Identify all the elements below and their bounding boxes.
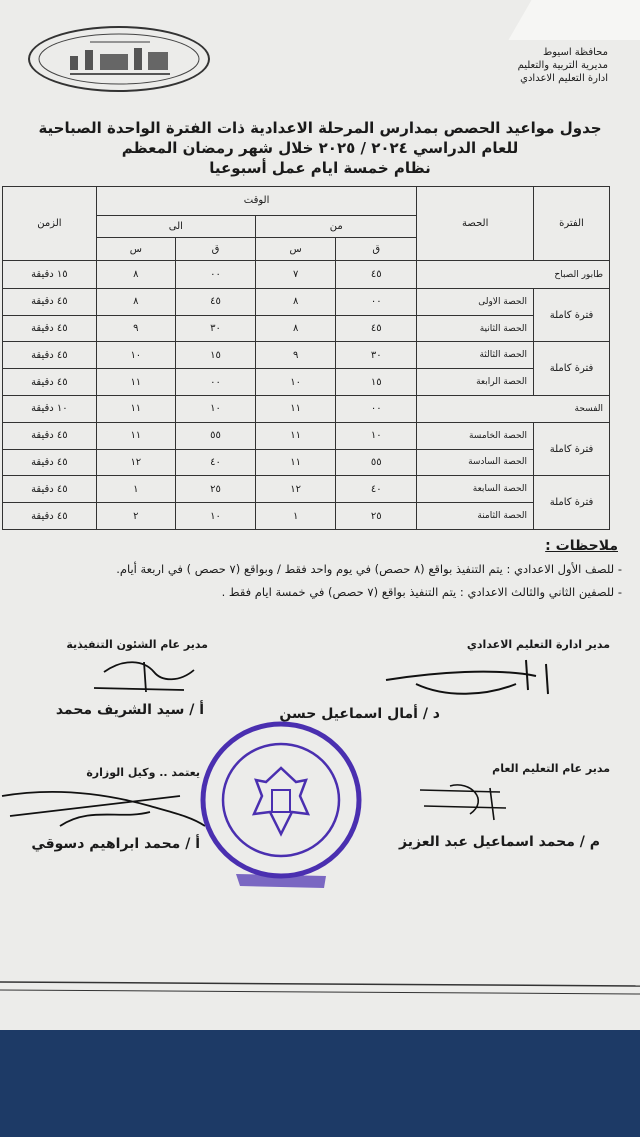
signature-scribble <box>410 780 520 826</box>
from-minute: ٣٠ <box>336 342 417 369</box>
row-label: طابور الصباح <box>417 261 610 289</box>
from-hour: ١٢ <box>256 476 336 503</box>
header-to-minute: ق <box>175 238 255 261</box>
duration: ٤٥ دقيقة <box>3 288 97 315</box>
title-line-1: جدول مواعيد الحصص بمدارس المرحلة الاعدادية ذات الفترة الواحدة الصباحية <box>38 119 602 137</box>
from-minute: ٤٥ <box>336 261 417 289</box>
to-minute: ٠٠ <box>175 369 255 396</box>
from-minute: ٤٠ <box>336 476 417 503</box>
row-label: الحصة السادسة <box>417 449 534 476</box>
to-hour: ١١ <box>96 422 175 449</box>
eagle-seal-icon <box>196 716 366 892</box>
row-label: الحصة الاولى <box>417 288 534 315</box>
to-hour: ٢ <box>96 503 175 530</box>
duration: ٤٥ دقيقة <box>3 369 97 396</box>
from-minute: ٠٠ <box>336 396 417 423</box>
from-hour: ٨ <box>256 315 336 342</box>
header-to: الى <box>96 215 255 238</box>
header-from-hour: س <box>256 238 336 261</box>
duration: ١٠ دقيقة <box>3 396 97 423</box>
to-minute: ٥٥ <box>175 422 255 449</box>
signature-name: أ / سيد الشريف محمد <box>55 702 204 718</box>
period-cell: فترة كاملة <box>534 342 610 396</box>
signature-name: م / محمد اسماعيل عبد العزيز <box>399 834 600 850</box>
from-minute: ٠٠ <box>336 288 417 315</box>
document-title <box>10 118 630 178</box>
header-period: الفترة <box>534 187 610 261</box>
duration: ٤٥ دقيقة <box>3 503 97 530</box>
table-row <box>3 422 610 449</box>
table-row <box>3 476 610 503</box>
to-minute: ٣٠ <box>175 315 255 342</box>
header-time: الوقت <box>96 187 417 216</box>
background-fabric <box>0 1030 640 1137</box>
signature-scribble <box>376 654 566 704</box>
table-row <box>3 261 610 289</box>
to-hour: ١٢ <box>96 449 175 476</box>
from-minute: ٥٥ <box>336 449 417 476</box>
to-hour: ٨ <box>96 261 175 289</box>
table-row <box>3 342 610 369</box>
note-item: - للصفين الثاني والثالث الاعدادي : يتم التنفيذ بواقع (٧ حصص) في خمسة ايام فقط . <box>221 585 622 599</box>
signature-title: مدير ادارة التعليم الاعدادي <box>466 638 610 651</box>
signature-scribble <box>84 652 214 698</box>
from-minute: ١٠ <box>336 422 417 449</box>
to-minute: ٤٠ <box>175 449 255 476</box>
row-label: الحصة الثامنة <box>417 503 534 530</box>
signature-title: يعتمد .. وكيل الوزارة <box>86 766 200 779</box>
from-hour: ٩ <box>256 342 336 369</box>
signature-name: أ / محمد ابراهيم دسوقي <box>31 836 200 852</box>
paper-fold <box>508 0 640 40</box>
header-organization <box>518 46 608 85</box>
from-hour: ١٠ <box>256 369 336 396</box>
ministry-logo-icon <box>28 26 210 92</box>
period-cell: فترة كاملة <box>534 422 610 476</box>
signature-title: مدير عام الشئون التنفيذية <box>66 638 208 651</box>
header-from: من <box>256 215 417 238</box>
from-hour: ٨ <box>256 288 336 315</box>
row-label: الفسحة <box>417 396 610 423</box>
from-minute: ٤٥ <box>336 315 417 342</box>
to-minute: ١٥ <box>175 342 255 369</box>
duration: ٤٥ دقيقة <box>3 315 97 342</box>
table-row <box>3 449 610 476</box>
note-item: - للصف الأول الاعدادي : يتم التنفيذ بواقع (٨ حصص) في يوم واحد فقط / وبواقع (٧ حصص ) في اربعة أيام. <box>116 562 622 576</box>
duration: ٤٥ دقيقة <box>3 476 97 503</box>
header-duration: الزمن <box>3 187 97 261</box>
table-row <box>3 503 610 530</box>
period-cell: فترة كاملة <box>534 476 610 530</box>
title-line-2: للعام الدراسي ٢٠٢٤ / ٢٠٢٥ خلال شهر رمضان المعظم <box>121 139 519 157</box>
duration: ٤٥ دقيقة <box>3 422 97 449</box>
to-hour: ١٠ <box>96 342 175 369</box>
duration: ٤٥ دقيقة <box>3 342 97 369</box>
signature-scribble <box>0 776 210 842</box>
row-label: الحصة الثانية <box>417 315 534 342</box>
to-hour: ١ <box>96 476 175 503</box>
table-row <box>3 396 610 423</box>
title-line-3: نظام خمسة ايام عمل أسبوعيا <box>209 159 431 177</box>
from-hour: ١١ <box>256 396 336 423</box>
table-row <box>3 288 610 315</box>
row-label: الحصة الرابعة <box>417 369 534 396</box>
org-governorate: محافظة اسيوط <box>543 47 608 58</box>
header-to-hour: س <box>96 238 175 261</box>
to-hour: ١١ <box>96 396 175 423</box>
from-minute: ١٥ <box>336 369 417 396</box>
period-cell: فترة كاملة <box>534 288 610 342</box>
duration: ١٥ دقيقة <box>3 261 97 289</box>
from-hour: ٧ <box>256 261 336 289</box>
to-minute: ٤٥ <box>175 288 255 315</box>
header-class: الحصة <box>417 187 534 261</box>
to-minute: ٠٠ <box>175 261 255 289</box>
signature-name: د / أمال اسماعيل حسن <box>279 706 440 722</box>
to-hour: ٨ <box>96 288 175 315</box>
row-label: الحصة الخامسة <box>417 422 534 449</box>
from-hour: ١١ <box>256 422 336 449</box>
signature-title: مدير عام التعليم العام <box>492 762 610 775</box>
to-minute: ١٠ <box>175 503 255 530</box>
to-hour: ١١ <box>96 369 175 396</box>
row-label: الحصة الثالثة <box>417 342 534 369</box>
from-hour: ١ <box>256 503 336 530</box>
org-administration: ادارة التعليم الاعدادي <box>520 73 608 84</box>
duration: ٤٥ دقيقة <box>3 449 97 476</box>
row-label: الحصة السابعة <box>417 476 534 503</box>
from-minute: ٢٥ <box>336 503 417 530</box>
table-row <box>3 315 610 342</box>
schedule-table <box>2 186 610 530</box>
org-directorate: مديرية التربية والتعليم <box>517 60 608 71</box>
table-row <box>3 369 610 396</box>
to-hour: ٩ <box>96 315 175 342</box>
header-from-minute: ق <box>336 238 417 261</box>
footer-rule <box>0 978 640 998</box>
to-minute: ١٠ <box>175 396 255 423</box>
to-minute: ٢٥ <box>175 476 255 503</box>
notes-title: ملاحظات : <box>545 538 618 554</box>
from-hour: ١١ <box>256 449 336 476</box>
